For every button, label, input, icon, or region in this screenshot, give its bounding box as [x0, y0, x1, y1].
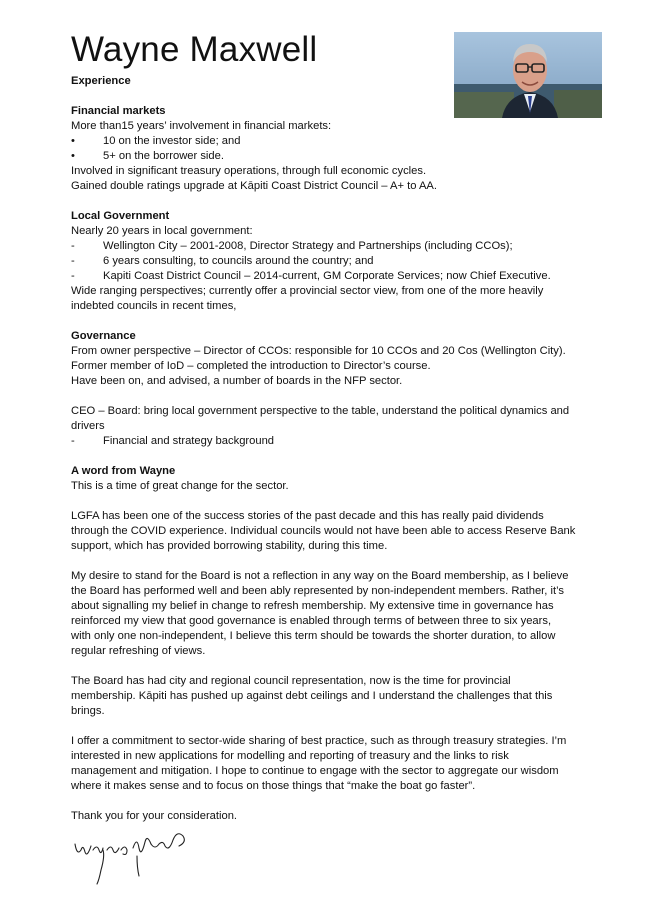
paragraph-line: This is a time of great change for the sector. — [71, 480, 289, 492]
bullet-dash: - — [71, 270, 75, 282]
page-title: Wayne Maxwell — [71, 30, 318, 69]
cv-document — [71, 30, 591, 824]
local-line: Wide ranging perspectives; currently offer a provincial sector view, from one of the more heavily — [71, 285, 544, 297]
representation-paragraph — [71, 674, 591, 719]
governance-line: From owner perspective – Director of CCOs: responsible for 10 CCOs and 20 Cos (Wellington City). — [71, 345, 566, 357]
experience-heading: Experience — [71, 75, 131, 87]
list-item — [71, 134, 591, 149]
list-item — [71, 239, 591, 254]
paragraph-line: where it makes sense and to focus on those things that “make the boat go faster”. — [71, 780, 476, 792]
bullet-dot: • — [71, 135, 75, 147]
paragraph-line: My desire to stand for the Board is not a reflection in any way on the Board membership, as I believe — [71, 570, 569, 582]
paragraph-line: brings. — [71, 705, 105, 717]
paragraph-line: about signalling my belief in change to refresh membership. My extensive time in governance has — [71, 600, 554, 612]
governance-heading: Governance — [71, 330, 136, 342]
paragraph-line: interested in new applications for modelling and reporting of treasury and the links to risk — [71, 750, 509, 762]
financial-intro: More than15 years’ involvement in financial markets: — [71, 120, 332, 132]
local-government-section — [71, 209, 591, 314]
governance-section — [71, 329, 591, 449]
bullet-dot: • — [71, 150, 75, 162]
bullet-dash: - — [71, 255, 75, 267]
local-government-heading: Local Government — [71, 210, 170, 222]
word-heading: A word from Wayne — [71, 465, 176, 477]
list-item — [71, 434, 591, 449]
paragraph-line: management and mitigation. I hope to continue to engage with the sector to aggregate our wisdom — [71, 765, 559, 777]
thanks-paragraph — [71, 809, 591, 824]
local-line: indebted councils in recent times, — [71, 300, 237, 312]
paragraph-line: LGFA has been one of the success stories of the past decade and this has really paid dividends — [71, 510, 544, 522]
ceo-board-paragraph — [71, 404, 591, 449]
bullet-dash: - — [71, 240, 75, 252]
bullet-text: 10 on the investor side; and — [103, 135, 241, 147]
bullet-text: 5+ on the borrower side. — [103, 150, 224, 162]
governance-line: Former member of IoD – completed the introduction to Director’s course. — [71, 360, 431, 372]
bullet-text: Financial and strategy background — [103, 435, 275, 447]
word-from-wayne-section — [71, 464, 591, 824]
ceo-line: drivers — [71, 420, 105, 432]
paragraph-line: the Board has performed well and been ably represented by non-independent members. Rather, it’s — [71, 585, 564, 597]
paragraph-line: with only one non-independent, I believe this term should be towards the shorter duration, to allow — [71, 630, 556, 642]
bullet-text: Wellington City – 2001-2008, Director Strategy and Partnerships (including CCOs); — [103, 240, 513, 252]
governance-line: Have been on, and advised, a number of boards in the NFP sector. — [71, 375, 403, 387]
paragraph-line: through the COVID experience. Individual councils would not have been able to access Reserve Bank — [71, 525, 576, 537]
ceo-line: CEO – Board: bring local government perspective to the table, understand the political dynamics and — [71, 405, 570, 417]
handwritten-signature — [71, 826, 191, 886]
financial-section — [71, 104, 591, 194]
financial-line: Gained double ratings upgrade at Kāpiti Coast District Council – A+ to AA. — [71, 180, 437, 192]
lgfa-paragraph — [71, 509, 591, 554]
list-item — [71, 269, 591, 284]
paragraph-line: The Board has had city and regional council representation, now is the time for provincial — [71, 675, 511, 687]
paragraph-line: Thank you for your consideration. — [71, 810, 238, 822]
paragraph-line: support, which has provided borrowing stability, during this time. — [71, 540, 388, 552]
paragraph-line: reinforced my view that good governance is enabled through terms of between three to six years, — [71, 615, 552, 627]
financial-heading: Financial markets — [71, 105, 166, 117]
commitment-paragraph — [71, 734, 591, 794]
list-item — [71, 254, 591, 269]
bullet-dash: - — [71, 435, 75, 447]
paragraph-line: regular refreshing of views. — [71, 645, 206, 657]
bullet-text: 6 years consulting, to councils around the country; and — [103, 255, 374, 267]
paragraph-line: membership. Kāpiti has pushed up against debt ceilings and I understand the challenges that this — [71, 690, 553, 702]
local-intro: Nearly 20 years in local government: — [71, 225, 253, 237]
bullet-text: Kapiti Coast District Council – 2014-current, GM Corporate Services; now Chief Executive. — [103, 270, 551, 282]
board-desire-paragraph — [71, 569, 591, 659]
paragraph-line: I offer a commitment to sector-wide sharing of best practice, such as through treasury strategies. I’m — [71, 735, 567, 747]
financial-line: Involved in significant treasury operations, through full economic cycles. — [71, 165, 427, 177]
list-item — [71, 149, 591, 164]
